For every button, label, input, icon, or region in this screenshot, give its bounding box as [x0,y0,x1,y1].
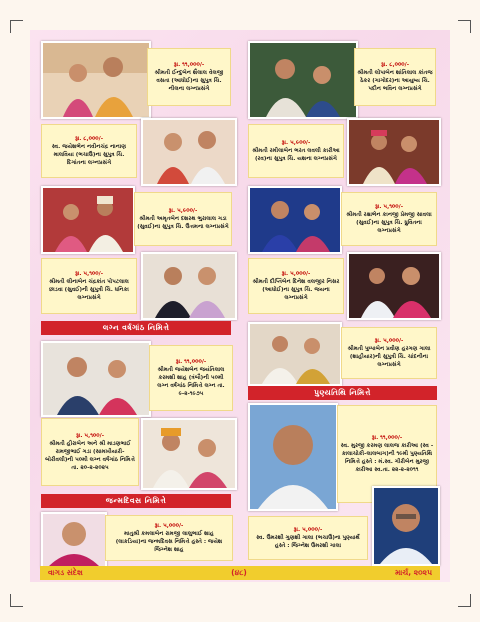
entry-10-amount: રૂા. ૧૧,૦૦૦/- [175,359,207,365]
entry-13-text: માતુશ્રી કમલાબેન રામજી લાલુભાઈ શાહ (લાકડિયા)ના જન્મદિવસ નિમિત્તે હસ્તે : જયેશ જિગ્નેશ શાહ [115,531,223,553]
entry-10-text-box [149,345,233,411]
entry-8-amount: રૂા. ૫,૦૦૦/- [281,271,311,277]
entry-13-text-box [105,515,233,561]
entry-12-text-box [41,418,139,486]
footer-date: માર્ચ, ૨૦૨૫ [395,568,432,577]
entry-2-text-box [354,48,436,106]
entry-10-text: શ્રીમતી જયેશબેન જયંતિલાલ કરમશી શાહ (ત્રંબૌ)ની ૫૦મી લગ્ન વર્ષગાંઠ નિમિત્તે લગ્ન તા. ૯-૨-૧૯૭૫ [157,367,225,397]
entry-8-text-box [248,258,344,314]
anniversary-section-banner [41,321,231,335]
portrait-photo-14 [372,486,440,566]
couple-photo-10 [41,341,151,417]
crop-mark-tl [10,20,23,33]
entry-1-amount: રૂા. ૧૧,૦૦૦/- [173,62,205,68]
page-footer [40,566,440,580]
birthday-section-banner [41,494,231,508]
birthday-banner-label: જન્મદિવસ નિમિત્તે [105,496,167,505]
entry-12-text: શ્રીમતી હીરાબેન અને શ્રી માડણભાઈ રામજીભાઈ ગડા (સામખીયારી-બોરીવલી)ની ૫૦મી લગ્ન વર્ષગાંઠ નિમિત્તે તા. ૨૦-૨-૨૦૨૫ [45,441,135,471]
anniversary-banner-label: લગ્ન વર્ષગાંઠ નિમિત્તે [102,323,170,332]
couple-photo-12 [141,418,237,490]
entry-4-text: શ્રીમતી રમીલાબેન ભરત લવલી કારીઆ (રવ)ના સુપુત્ર ચિ. યશના લગ્નપ્રસંગે [252,148,340,162]
entry-8-text: શ્રીમતી દીપ્તિબેન દિનેશ વલજીર નિસર (આધોઈ)ના સુપુત્ર ચિ. જયના લગ્નપ્રસંગે [252,279,340,301]
footer-magazine-name: વાગડ સંદેશ [48,568,83,577]
entry-5-text: શ્રીમતી અમૃતબેન દશરથ ભુરાલાલ ગડા (સુવઈ)ના સુપુત્ર ચિ. ઉત્તમના લગ્નપ્રસંગે [137,216,229,230]
crop-mark-bl [10,594,23,607]
entry-5-text-box [134,192,232,246]
entry-4-text-box [248,124,344,178]
entry-3-text-box [41,124,137,178]
crop-mark-br [458,594,471,607]
entry-2-amount: રૂા. ૮,૦૦૦/- [380,62,410,68]
entry-13-amount: રૂા. ૫,૦૦૦/- [154,523,184,529]
entry-9-amount: રૂા. ૫,૦૦૦/- [374,338,404,344]
entry-3-text: સ્વ. જયેશભેન નવીનચંદ્ર નાનાણ માલવિયા (ભચાઉ)ના સુપુત્ર ચિ. દિગાંતના લગ્નપ્રસંગે [51,144,127,166]
portrait-photo-13 [41,512,107,568]
couple-photo-2 [248,41,358,119]
entry-11-amount: રૂા. ૧૧,૦૦૦/- [371,435,403,441]
couple-photo-1 [41,41,151,119]
entry-14-text: સ્વ. ઉમરશી ગુણશી ગાલા (ભચાઉ)ના પુણ્યાર્થે હસ્તે : જિગ્નેશ ઉમરશી ગાલા [256,535,360,549]
portrait-photo-11 [248,403,338,511]
entry-7-text: શ્રીમતી લીનાબેન ચંદ્રકાંત પોપટલાલ છાડવા (સુવઈ)ની સુપુત્રી ચિ. ધનિકા લગ્નપ્રસંગે [49,279,129,301]
entry-9-text-box [341,327,437,379]
entry-3-amount: રૂા. ૮,૦૦૦/- [74,136,104,142]
couple-photo-8 [347,252,441,320]
entry-4-amount: રૂા. ૫,૯૦૦/- [281,140,311,146]
entry-9-text: શ્રીમતી પુષ્પાબેન પ્રવીણ હરગણ ગાલા (શાહીયાર)ની સુપુત્રી ચિ. ચાંદનીના લગ્નપ્રસંગે [347,346,431,368]
couple-photo-7 [141,252,237,320]
entry-5-amount: રૂા. ૫,૯૦૦/- [168,208,198,214]
entry-7-amount: રૂા. ૫,૧૦૦/- [74,271,104,277]
couple-photo-5 [41,186,135,254]
couple-photo-6 [248,186,342,254]
death-anniversary-section-banner [248,386,437,400]
footer-page-number: (૪૮) [231,568,247,577]
crop-mark-tr [458,20,471,33]
entry-11-text: સ્વ. મુરજી કરમણ લાલજ કારીઆ (સ્વ - કાલાચોકી-લાલબાગ)ની ૧૯મી પુણ્યતિથિ નિમિત્તે હસ્તે : મં.સ્વ. ગીરીબેન મુરજી કારીઆ સ્વ.તા. ૨૨-૨-૨૦૧૧ [340,443,434,473]
entry-7-text-box [41,258,137,314]
entry-2-text: શ્રીમતી લોપાબેન શાંતિલાલ કાંતજ ઠેકર (ગાગોદર)ના આયુષ્ય ચિ. પદીન ભવિન લગ્નપ્રસંગે [357,70,433,92]
entry-6-amount: રૂા. ૫,૧૦૦/- [374,204,404,210]
entry-1-text-box [147,48,231,106]
couple-photo-3 [141,118,237,186]
entry-6-text: શ્રીમતી રક્ષાભેન કાનજી પ્રેમજી સાવલા (સુવઈ)ના સુપુત્ર ચિ. ધ્રુવિતના લગ્નપ્રસંગે [346,212,432,234]
couple-photo-9 [248,322,342,386]
entry-6-text-box [341,192,437,246]
couple-photo-4 [347,118,441,186]
entry-14-amount: રૂા. ૫,૦૦૦/- [293,527,323,533]
death-anniversary-banner-label: પુણ્યતિથિ નિમિત્તે [314,388,371,397]
entry-12-amount: રૂા. ૫,૧૦૦/- [75,433,105,439]
entry-14-text-box [248,516,368,560]
entry-1-text: શ્રીમતી ઈન્દુબેન શૈલાલ વેલજી વસતા (આધોઈ)ના સુપુત્ર ચિ. નીલના લગ્નપ્રસંગે [154,70,224,92]
